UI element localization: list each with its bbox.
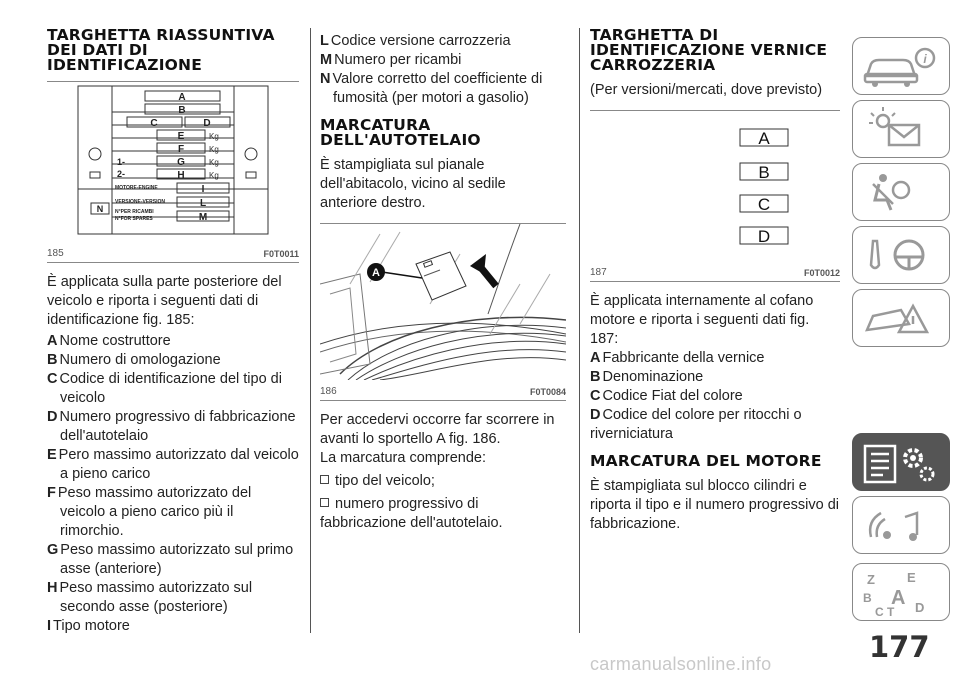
driving-icon: [853, 227, 949, 283]
bullet-item: tipo del veicolo;: [320, 472, 566, 491]
item-key: F: [47, 485, 56, 501]
list-item: E Pero massimo autorizzato dal veicolo a pieno carico: [47, 447, 299, 482]
plate-letter: M: [198, 212, 208, 223]
index-letter: B: [863, 591, 872, 605]
list-item: H Peso massimo autorizzato sul secondo asse (posteriore): [47, 580, 253, 615]
section-heading: TARGHETTA DI IDENTIFICAZIONE VERNICE CARROZZERIA: [590, 26, 828, 74]
plate-engine-label: MOTORE-ENGINE: [115, 185, 158, 191]
plate-letter: G: [177, 157, 185, 168]
plate-letter: A: [178, 92, 186, 103]
tab-emergency[interactable]: [852, 289, 950, 347]
plate-spares-label: N°PER RICAMBI: [115, 209, 154, 215]
plate-letter: D: [757, 227, 771, 246]
index-letter: C: [875, 605, 884, 619]
figure-code: F0T0012: [803, 268, 840, 278]
multimedia-icon: [853, 497, 949, 553]
item-key: B: [47, 352, 58, 368]
tab-warning-lights[interactable]: [852, 100, 950, 158]
column-2: [320, 32, 566, 533]
paragraph: È stampigliata sul blocco cilindri e riporta il tipo e il numero progressivo di fabbricazione.: [590, 478, 840, 532]
plate-kg: Kg: [209, 145, 219, 154]
figure-code: F0T0084: [529, 387, 566, 397]
list-item: A Fabbricante della vernice: [590, 350, 765, 366]
item-key: C: [47, 371, 58, 387]
item-key: I: [47, 618, 52, 634]
index-letter: D: [915, 600, 925, 615]
index-letter: A: [891, 587, 906, 609]
chassis-marking-illustration: [320, 224, 566, 380]
tab-driving[interactable]: [852, 226, 950, 284]
car-info-icon: [853, 38, 949, 94]
section-heading: MARCATURA DELL'AUTOTELAIO: [320, 116, 481, 149]
tab-index[interactable]: [852, 563, 950, 621]
list-item: C Codice di identificazione del tipo di veicolo: [47, 371, 282, 406]
callout-label: A: [372, 267, 380, 279]
paragraph: Per accedervi occorre far scorrere in avanti lo sportello A fig. 186.: [320, 412, 555, 447]
section-heading: TARGHETTA RIASSUNTIVA DEI DATI DI IDENTIFICAZIONE: [47, 26, 275, 74]
list-item: L Codice versione carrozzeria: [320, 33, 511, 49]
item-key: C: [590, 388, 601, 404]
intro-paragraph: È applicata internamente al cofano motore e riporta i seguenti dati fig. 187:: [590, 293, 814, 347]
item-key: A: [47, 333, 58, 349]
item-key: L: [320, 33, 329, 49]
paragraph: La marcatura comprende:: [320, 450, 487, 466]
list-item: M Numero per ricambi: [320, 52, 462, 68]
identification-plate-illustration: [47, 82, 299, 242]
plate-kg: Kg: [209, 158, 219, 167]
item-key: M: [320, 52, 333, 68]
plate-row-label: 1-: [117, 157, 126, 167]
list-item: B Denominazione: [590, 369, 704, 385]
item-key: D: [590, 407, 601, 423]
plate-letter: A: [758, 129, 770, 148]
checkbox-bullet-icon: [320, 475, 329, 484]
figure-caption: [590, 266, 840, 281]
plate-letter: I: [201, 184, 205, 195]
figure-186: [320, 223, 566, 401]
intro-paragraph: È applicata sulla parte posteriore del veicolo e riporta i seguenti dati di identificazione fig. 185:: [47, 274, 282, 328]
column-divider: [310, 28, 311, 633]
plate-letter: E: [177, 131, 185, 142]
plate-letter: C: [150, 118, 158, 129]
figure-code: F0T0011: [263, 249, 299, 259]
plate-letter: N: [96, 204, 104, 214]
tab-maintenance-specs[interactable]: [852, 433, 950, 491]
column-1: [47, 28, 299, 636]
item-key: G: [47, 542, 59, 558]
plate-letter: B: [758, 163, 770, 182]
tab-safety[interactable]: [852, 163, 950, 221]
plate-letter: D: [203, 118, 211, 129]
figure-caption: [320, 385, 566, 400]
warning-lights-icon: [853, 101, 949, 157]
list-item: C Codice Fiat del colore: [590, 388, 743, 404]
index-letter: Z: [867, 572, 875, 587]
tab-multimedia[interactable]: [852, 496, 950, 554]
emergency-icon: [853, 290, 949, 346]
figure-185: [47, 81, 299, 263]
page-number: 177: [869, 630, 930, 664]
plate-letter: H: [177, 170, 185, 181]
list-item: I Tipo motore: [47, 618, 130, 634]
index-letter: E: [907, 570, 916, 585]
item-key: N: [320, 71, 331, 87]
plate-letter: F: [177, 144, 185, 155]
list-item: G Peso massimo autorizzato sul primo asse (anteriore): [47, 542, 294, 577]
list-item: B Numero di omologazione: [47, 352, 221, 368]
plate-kg: Kg: [209, 132, 219, 141]
tab-car-info[interactable]: [852, 37, 950, 95]
plate-row-label: 2-: [117, 169, 126, 179]
item-key: B: [590, 369, 601, 385]
watermark: carmanualsonline.info: [590, 654, 772, 674]
figure-number: 185: [47, 248, 64, 259]
figure-caption: [47, 247, 299, 262]
svg-text:i: i: [923, 52, 927, 66]
plate-spares-label: N°FOR SPARES: [115, 216, 153, 222]
figure-187: [590, 110, 840, 282]
subtitle: (Per versioni/mercati, dove previsto): [590, 82, 823, 98]
plate-letter: C: [757, 195, 771, 214]
list-item: D Codice del colore per ritocchi o riverniciatura: [590, 407, 802, 442]
figure-number: 187: [590, 267, 607, 278]
column-3: [590, 28, 840, 534]
section-heading: MARCATURA DEL MOTORE: [590, 452, 822, 470]
paint-plate-illustration: [590, 111, 840, 261]
list-item: A Nome costruttore: [47, 333, 171, 349]
item-key: H: [47, 580, 58, 596]
column-divider: [579, 28, 580, 633]
plate-letter: L: [199, 198, 207, 209]
bullet-item: numero progressivo di fabbricazione dell'autotelaio.: [320, 496, 503, 531]
item-key: E: [47, 447, 57, 463]
checkbox-bullet-icon: [320, 498, 329, 507]
plate-kg: Kg: [209, 171, 219, 180]
list-item: N Valore corretto del coefficiente di fumosità (per motori a gasolio): [320, 71, 543, 106]
plate-version-label: VERSIONE-VERSION: [115, 199, 166, 205]
plate-letter: B: [178, 105, 186, 116]
index-icon: [853, 564, 949, 620]
item-key: A: [590, 350, 601, 366]
maintenance-specs-icon: [853, 434, 949, 490]
figure-number: 186: [320, 386, 337, 397]
item-key: D: [47, 409, 58, 425]
index-letter: T: [887, 605, 895, 619]
list-item: D Numero progressivo di fabbricazione dell'autotelaio: [47, 409, 296, 444]
list-item: F Peso massimo autorizzato del veicolo a pieno carico più il rimorchio.: [47, 485, 252, 539]
safety-airbag-icon: [853, 164, 949, 220]
paragraph: È stampigliata sul pianale dell'abitacolo, vicino al sedile anteriore destro.: [320, 157, 506, 211]
